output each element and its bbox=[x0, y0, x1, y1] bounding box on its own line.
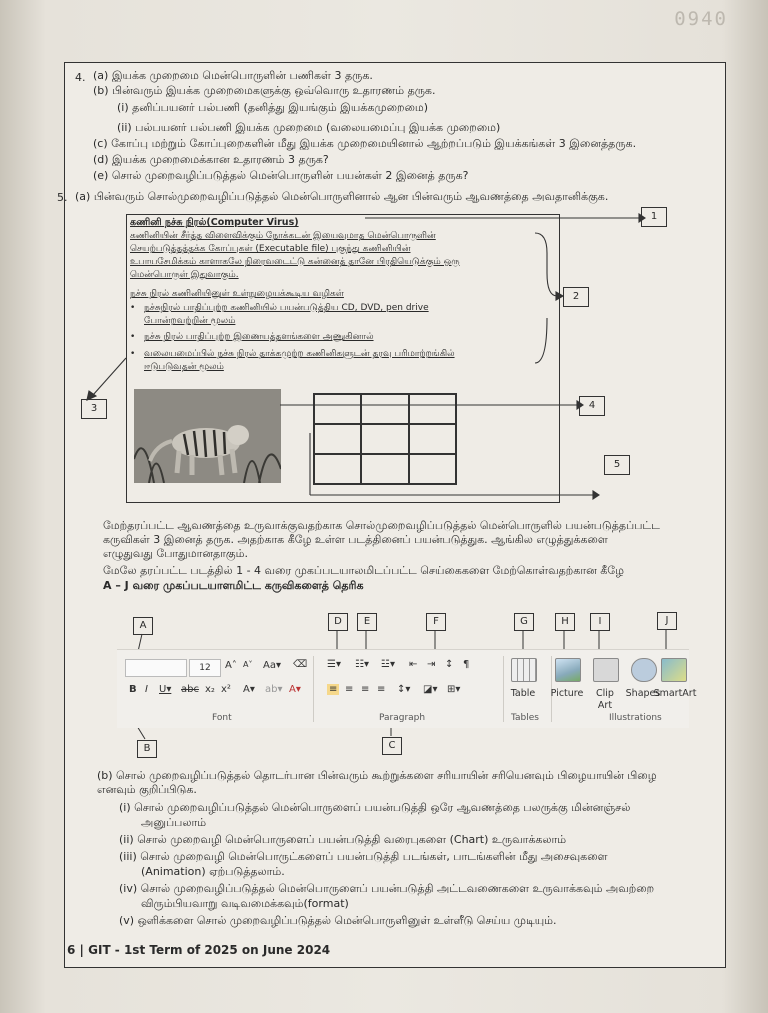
font-color-button[interactable]: A▾ bbox=[289, 684, 301, 695]
label-d: D bbox=[328, 613, 348, 631]
q4-number: 4. bbox=[75, 71, 86, 84]
doc-title: கணினி நச்சு நிரல்(Computer Virus) bbox=[130, 217, 299, 228]
q5-b-ii: (ii) சொல் முறைவழி மென்பொருளைப் பயன்படுத்தி வரைபுகளை (Chart) உருவாக்கலாம் bbox=[119, 833, 567, 846]
footer bbox=[67, 943, 330, 957]
q5-b-i-cont: அனுப்பலாம் bbox=[141, 816, 207, 829]
increase-indent-button[interactable]: ⇥ bbox=[427, 659, 436, 670]
footer-text: GIT - 1st Term of 2025 on June 2024 bbox=[88, 943, 331, 957]
page-number: 6 bbox=[67, 943, 76, 957]
justify-button[interactable]: ≡ bbox=[377, 684, 386, 695]
q5-para: எழுதுவது போதுமானதாகும். bbox=[103, 547, 248, 560]
doc-line: செயற்படுத்தத்தக்க கோப்புகள் (Executable file) புகுந்து கணினியின் bbox=[130, 244, 411, 254]
sort-button[interactable]: ↕ bbox=[445, 659, 454, 670]
picture-icon[interactable] bbox=[555, 658, 581, 682]
label-f: F bbox=[426, 613, 446, 631]
callout-2: 2 bbox=[563, 287, 589, 307]
text-effects-button[interactable]: A▾ bbox=[243, 684, 255, 695]
underline-button[interactable]: U▾ bbox=[159, 684, 172, 695]
line-spacing-button[interactable]: ↕▾ bbox=[397, 684, 411, 695]
align-center-button[interactable]: ≡ bbox=[345, 684, 354, 695]
table-icon[interactable] bbox=[511, 658, 537, 682]
clip-art-label2[interactable]: Art bbox=[597, 700, 613, 711]
q4-b: (b) பின்வரும் இயக்க முறைமைகளுக்கு ஒவ்வொரு உதாரணம் தருக. bbox=[93, 84, 436, 97]
doc-line: மென்பொருள் இதுவாகும். bbox=[130, 270, 239, 280]
label-c: C bbox=[382, 737, 402, 755]
bold-button[interactable]: B bbox=[129, 684, 137, 695]
highlight-button[interactable]: ab▾ bbox=[265, 684, 283, 695]
superscript-button[interactable]: x² bbox=[221, 684, 231, 695]
q4-d: (d) இயக்க முறைமைக்கான உதாரணம் 3 தருக? bbox=[93, 153, 329, 166]
align-left-button[interactable]: ≡ bbox=[329, 684, 338, 695]
q5-para: மேலே தரப்பட்ட படத்தில் 1 - 4 வரை முகப்படயாலமிடப்பட்ட செய்கைகளை மேற்கொள்வதற்கான கீழே bbox=[103, 564, 624, 577]
callout-3: 3 bbox=[81, 399, 107, 419]
callout-4: 4 bbox=[579, 396, 605, 416]
shapes-button-label[interactable]: Shapes bbox=[625, 688, 661, 699]
picture-button-label[interactable]: Picture bbox=[550, 688, 584, 699]
italic-button[interactable]: I bbox=[145, 684, 148, 695]
change-case-button[interactable]: Aa▾ bbox=[263, 660, 281, 671]
divider bbox=[313, 656, 314, 722]
q5-a: (a) பின்வரும் சொல்முறைவழிப்படுத்தல் மென்பொருளினால் ஆன பின்வரும் ஆவணத்தை அவதானிக்குக. bbox=[75, 190, 609, 203]
q5-para: கருவிகள் 3 இனைத் தருக. அதற்காக கீழே உள்ள படத்தினைப் பயன்படுத்துக. ஆங்கில எழுத்துக்களை bbox=[103, 533, 608, 546]
doc-bullet: நச்சுநிரல் பாதிப்புற்ற கணினியில் பயன்படுத்திய CD, DVD, pen drive bbox=[144, 303, 429, 313]
q5-b-cont: எனவும் குறிப்பிடுக. bbox=[97, 783, 197, 796]
label-j: J bbox=[657, 612, 677, 630]
group-illustrations: Illustrations bbox=[609, 713, 662, 723]
footer-sep: | bbox=[79, 943, 84, 957]
q5-para: A – J வரை முகப்படயாளமிட்ட கருவிகளைத் தெரிக bbox=[103, 579, 364, 592]
q5-b-i: (i) சொல் முறைவழிப்படுத்தல் மென்பொருளைப் பயன்படுத்தி ஒரே ஆவணத்தை பலருக்கு மின்னஞ்சல் bbox=[119, 801, 631, 814]
doc-line: கணினியின் சீர்த்த விளைவிக்கும் நோக்கடன் இயைவுமாத மென்பொருளின் bbox=[130, 231, 436, 241]
group-paragraph: Paragraph bbox=[379, 713, 426, 723]
q5-b-iv: (iv) சொல் முறைவழிப்படுத்தல் மென்பொருளைப் பயன்படுத்தி அட்டவணைகளை உருவாக்கவும் அவற்றை bbox=[119, 882, 655, 895]
label-i: I bbox=[590, 613, 610, 631]
label-h: H bbox=[555, 613, 575, 631]
clip-art-label[interactable]: Clip bbox=[596, 688, 614, 699]
clip-art-icon[interactable] bbox=[593, 658, 619, 682]
shrink-font-button[interactable]: A˅ bbox=[243, 660, 253, 669]
doc-bullet: நச்சு நிரல் பாதிப்புற்ற இணையத்தளங்களை அணுகினால் bbox=[144, 332, 374, 342]
doc-line: உபாயசேமிக்கம் காளாகலே நிரைவடைட்டு கன்னைத் தானே பிரதியெடுக்கும் ஒரு bbox=[130, 257, 460, 267]
q4-c: (c) கோப்பு மற்றும் கோப்புறைகளின் மீது இயக்க முறைமையினால் ஆற்றப்படும் இயக்கங்கள் 3 இனைத்தருக. bbox=[93, 137, 637, 150]
q4-a: (a) இயக்க முறைமை மென்பொருளின் பணிகள் 3 தருக. bbox=[93, 69, 373, 82]
label-e: E bbox=[357, 613, 377, 631]
word-ribbon bbox=[117, 649, 697, 728]
label-g: G bbox=[514, 613, 534, 631]
grow-font-button[interactable]: A˄ bbox=[225, 660, 237, 671]
doc-bullet: ஈடுபடுவதன் மூலம் bbox=[144, 362, 224, 372]
smartart-button-label[interactable]: SmartArt bbox=[653, 688, 697, 699]
label-a: A bbox=[133, 617, 153, 635]
bullet-icon: • bbox=[130, 303, 136, 313]
bullet-icon: • bbox=[130, 332, 136, 342]
corner-code: 0940 bbox=[674, 8, 728, 30]
show-marks-button[interactable]: ¶ bbox=[463, 659, 470, 670]
bullet-icon: • bbox=[130, 349, 136, 359]
doc-bullet: வலையமைப்பில் நச்சு நிரல் தாக்கமுற்ற கணினிகளுடன் தரவு பரிமாற்றங்கில் bbox=[144, 349, 455, 359]
shading-button[interactable]: ◪▾ bbox=[423, 684, 438, 695]
shapes-icon[interactable] bbox=[631, 658, 657, 682]
q5-number: 5. bbox=[57, 191, 68, 204]
group-tables: Tables bbox=[511, 713, 539, 723]
clear-format-icon[interactable]: ⌫ bbox=[293, 659, 308, 670]
multilevel-list-button[interactable]: ☳▾ bbox=[381, 659, 395, 670]
q5-para: மேற்தரப்பட்ட ஆவணத்தை உருவாக்குவதற்காக சொல்முறைவழிப்படுத்தல் மென்பொருளில் பயன்படுத்தப்பட்ட bbox=[103, 519, 660, 532]
callout-5: 5 bbox=[604, 455, 630, 475]
table-button-label[interactable]: Table bbox=[510, 688, 536, 699]
q5-b: (b) சொல் முறைவழிப்படுத்தல் தொடர்பான பின்வரும் கூற்றுக்களை சரியாயின் சரியெனவும் பிழையாயின் பிழை bbox=[97, 769, 657, 782]
font-name-select[interactable] bbox=[125, 659, 187, 677]
exam-page bbox=[57, 62, 726, 968]
q4-b-i: (i) தனிப்பயனர் பல்பணி (தனித்து இயங்கும் இயக்கமுறைமை) bbox=[117, 101, 429, 114]
numbering-button[interactable]: ☷▾ bbox=[355, 659, 369, 670]
subscript-button[interactable]: x₂ bbox=[205, 684, 215, 695]
doc-subheading: நச்சு நிரல் கணினியினுள் உள்நுழையக்கூடிய வழிகள் bbox=[130, 289, 344, 299]
decrease-indent-button[interactable]: ⇤ bbox=[409, 659, 418, 670]
q4-b-ii: (ii) பல்பயனர் பல்பணி இயக்க முறைமை (வலையமைப்பு இயக்க முறைமை) bbox=[117, 121, 501, 134]
q5-b-iii: (iii) சொல் முறைவழி மென்பொருட்களைப் பயன்படுத்தி படங்கள், பாடங்களின் மீது அசைவுகளை bbox=[119, 850, 608, 863]
q5-b-v: (v) ஒளிக்களை சொல் முறைவழிப்படுத்தல் மென்பொருளினுள் உள்ளீடு செய்ய முடியும். bbox=[119, 914, 557, 927]
group-font: Font bbox=[212, 713, 232, 723]
align-right-button[interactable]: ≡ bbox=[361, 684, 370, 695]
bullets-button[interactable]: ☰▾ bbox=[327, 659, 341, 670]
q4-e: (e) சொல் முறைவழிப்படுத்தல் மென்பொருளின் பயன்கள் 2 இனைத் தருக? bbox=[93, 169, 469, 182]
label-b: B bbox=[137, 740, 157, 758]
callout-1: 1 bbox=[641, 207, 667, 227]
smartart-icon[interactable] bbox=[661, 658, 687, 682]
doc-bullet: போன்றவற்றின் மூலம் bbox=[144, 316, 236, 326]
label-arrows bbox=[65, 63, 725, 967]
font-size-select[interactable]: 12 bbox=[189, 659, 221, 677]
borders-button[interactable]: ⊞▾ bbox=[447, 684, 461, 695]
q5-b-iv-cont: விரும்பியவாறு வடிவமைக்கவும்(format) bbox=[141, 897, 349, 910]
q5-b-iii-cont: (Animation) ஏற்படுத்தலாம். bbox=[141, 865, 285, 878]
strikethrough-button[interactable]: abc bbox=[181, 684, 199, 695]
